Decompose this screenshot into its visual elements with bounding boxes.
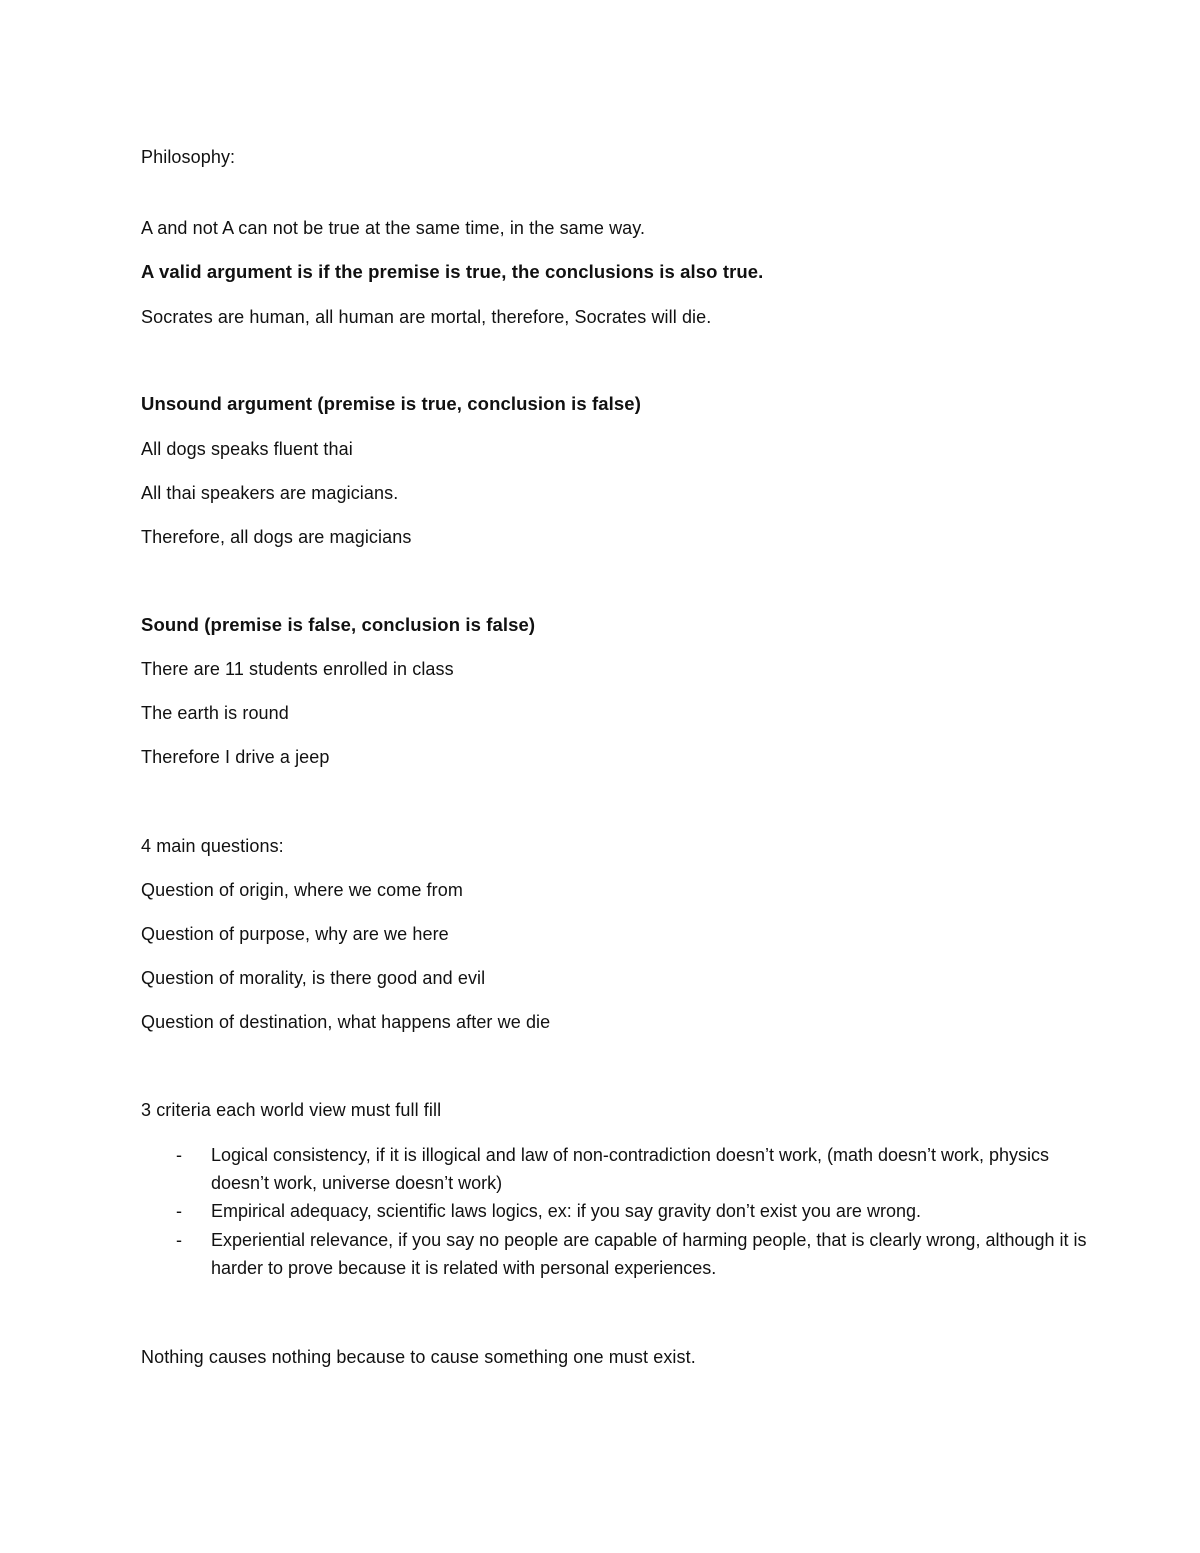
question-morality: Question of morality, is there good and evil xyxy=(141,968,486,988)
sound-conclusion: Therefore I drive a jeep xyxy=(141,747,330,767)
closing-statement: Nothing causes nothing because to cause something one must exist. xyxy=(141,1347,696,1367)
sound-premise-2: The earth is round xyxy=(141,703,289,723)
list-dash: - xyxy=(176,1230,182,1250)
criteria-experiential-relevance: Experiential relevance, if you say no people are capable of harming people, that is clearly wrong, although it is harder to prove because it is related with personal experiences. xyxy=(211,1230,1087,1278)
question-destination: Question of destination, what happens after we die xyxy=(141,1012,551,1032)
sound-premise-1: There are 11 students enrolled in class xyxy=(141,659,454,679)
unsound-conclusion: Therefore, all dogs are magicians xyxy=(141,527,412,547)
list-dash: - xyxy=(176,1201,182,1221)
law-of-non-contradiction-text: A and not A can not be true at the same time, in the same way. xyxy=(141,218,646,238)
criteria-empirical-adequacy: Empirical adequacy, scientific laws logics, ex: if you say gravity don’t exist you are wrong. xyxy=(211,1201,921,1221)
unsound-argument-heading: Unsound argument (premise is true, conclusion is false) xyxy=(141,393,641,414)
valid-argument-heading: A valid argument is if the premise is true, the conclusions is also true. xyxy=(141,261,764,282)
document-title: Philosophy: xyxy=(141,147,236,167)
list-dash: - xyxy=(176,1145,182,1165)
question-origin: Question of origin, where we come from xyxy=(141,880,463,900)
questions-heading: 4 main questions: xyxy=(141,836,284,856)
question-purpose: Question of purpose, why are we here xyxy=(141,924,449,944)
criteria-heading: 3 criteria each world view must full fill xyxy=(141,1100,442,1120)
unsound-premise-2: All thai speakers are magicians. xyxy=(141,483,399,503)
sound-argument-heading: Sound (premise is false, conclusion is false) xyxy=(141,614,536,635)
criteria-logical-consistency: Logical consistency, if it is illogical and law of non-contradiction doesn’t work, (math doesn’t work, physics doesn’t work, universe doesn’t work) xyxy=(211,1145,1050,1193)
socrates-example-text: Socrates are human, all human are mortal, therefore, Socrates will die. xyxy=(141,307,712,327)
unsound-premise-1: All dogs speaks fluent thai xyxy=(141,439,353,459)
